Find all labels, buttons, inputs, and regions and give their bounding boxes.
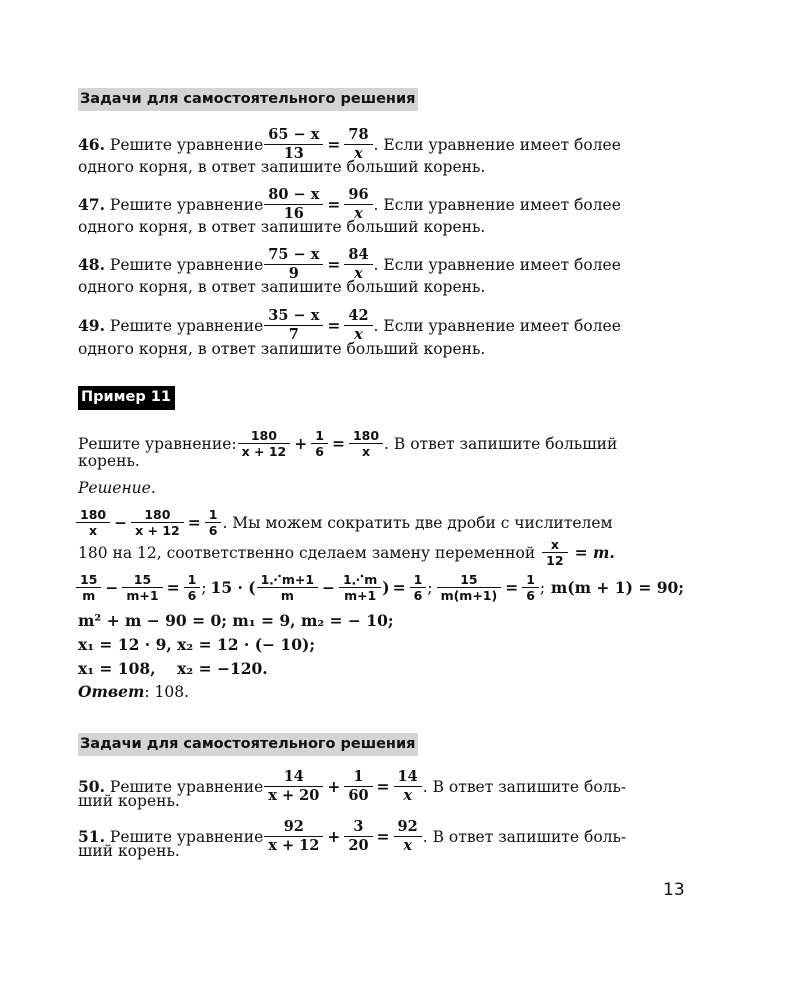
problem-48-line-2: одного корня, в ответ запишите больший корень.	[78, 278, 486, 296]
fraction: $\frac{1}{6}$	[524, 572, 537, 603]
fraction: $\frac{1}{6}$	[313, 428, 326, 459]
fraction: $\frac{65 - x}{13}$	[266, 126, 321, 163]
fraction: $\frac{42}{x}$	[346, 307, 370, 344]
fraction: $\frac{x}{12}$	[544, 537, 565, 568]
problem-51-line-1: 51. Решите уравнение $\frac{92}{x + 12}$ + $\frac{3}{20}$ = $\frac{92}{x}$ . В ответ запишите боль-	[78, 818, 627, 854]
fraction: $\frac{1}{60}$	[346, 768, 370, 805]
fraction: $\frac{78}{x}$	[346, 126, 370, 163]
problem-51-line-2: ший корень.	[78, 842, 180, 860]
fraction: $\frac{1⋰m+1}{m}$	[259, 572, 316, 603]
problem-49-line-1: 49. Решите уравнение $\frac{35 - x}{7}$ = $\frac{42}{x}$ . Если уравнение имеет более	[78, 307, 621, 343]
solution-line-6: x₁ = 108, x₂ = −120.	[78, 659, 268, 678]
problem-47-line-1: 47. Решите уравнение $\frac{80 - x}{16}$ = $\frac{96}{x}$ . Если уравнение имеет более	[78, 186, 621, 222]
problem-46-line-2: одного корня, в ответ запишите больший корень.	[78, 158, 486, 176]
fraction: $\frac{35 - x}{7}$	[266, 307, 321, 344]
fraction: $\frac{1}{6}$	[186, 572, 199, 603]
fraction: $\frac{1}{6}$	[412, 572, 425, 603]
fraction: $\frac{15}{m+1}$	[124, 572, 160, 603]
tasks-heading-1: Задачи для самостоятельного решения	[78, 88, 418, 111]
fraction: $\frac{84}{x}$	[346, 246, 370, 283]
fraction: $\frac{1}{6}$	[207, 507, 220, 538]
fraction: $\frac{80 - x}{16}$	[266, 186, 321, 223]
fraction: $\frac{180}{x}$	[351, 428, 381, 459]
solution-line-3: $\frac{15}{m}$ − $\frac{15}{m+1}$ = $\frac{1}{6}$ ; 15 · ( $\frac{1⋰m+1}{m}$ − $\frac{1⋰m}{m+1}$ ) = $\frac{1}{6}$ ; $\frac{15}{m(m+1)}$ = $\frac{1}{6}$ ; m(m + 1) = 90;	[78, 572, 684, 603]
example-statement-line-1: Решите уравнение: $\frac{180}{x + 12}$ + $\frac{1}{6}$ = $\frac{180}{x}$ . В ответ запишите больший	[78, 428, 618, 459]
fraction: $\frac{1⋰m}{m+1}$	[341, 572, 379, 603]
problem-50-line-1: 50. Решите уравнение $\frac{14}{x + 20}$ + $\frac{1}{60}$ = $\frac{14}{x}$ . В ответ запишите боль-	[78, 768, 627, 804]
example-heading: Пример 11	[78, 386, 175, 410]
example-statement-line-2: корень.	[78, 452, 140, 470]
fraction: $\frac{96}{x}$	[346, 186, 370, 223]
problem-48-line-1: 48. Решите уравнение $\frac{75 - x}{9}$ = $\frac{84}{x}$ . Если уравнение имеет более	[78, 246, 621, 282]
solution-label: Решение.	[78, 479, 156, 497]
fraction: $\frac{180}{x}$	[78, 507, 108, 538]
fraction: $\frac{92}{x + 12}$	[266, 818, 321, 855]
fraction: $\frac{180}{x + 12}$	[240, 428, 289, 459]
tasks-heading-2: Задачи для самостоятельного решения	[78, 733, 418, 756]
problem-number: 46.	[78, 134, 105, 154]
problem-46-line-1: 46. Решите уравнение $\frac{65 - x}{13}$ = $\frac{78}{x}$ . Если уравнение имеет более	[78, 126, 621, 162]
fraction: $\frac{180}{x + 12}$	[133, 507, 182, 538]
solution-line-4: m² + m − 90 = 0; m₁ = 9, m₂ = − 10;	[78, 611, 394, 630]
fraction: $\frac{14}{x}$	[396, 768, 420, 805]
problem-50-line-2: ший корень.	[78, 792, 180, 810]
page-number: 13	[663, 880, 685, 900]
solution-line-5: x₁ = 12 · 9, x₂ = 12 · (− 10);	[78, 635, 316, 654]
fraction: $\frac{75 - x}{9}$	[266, 246, 321, 283]
answer-line: Ответ: 108.	[78, 682, 190, 701]
fraction: $\frac{3}{20}$	[346, 818, 370, 855]
fraction: $\frac{15}{m(m+1)}$	[439, 572, 500, 603]
fraction: $\frac{92}{x}$	[396, 818, 420, 855]
problem-47-line-2: одного корня, в ответ запишите больший корень.	[78, 218, 486, 236]
solution-line-1: $\frac{180}{x}$ − $\frac{180}{x + 12}$ = $\frac{1}{6}$ . Мы можем сократить две дроби с числителем	[78, 507, 684, 538]
solution-line-2: 180 на 12, соответственно сделаем замену переменной $\frac{x}{12}$ = m.	[78, 537, 615, 568]
fraction: $\frac{14}{x + 20}$	[266, 768, 321, 805]
fraction: $\frac{15}{m}$	[78, 572, 99, 603]
problem-49-line-2: одного корня, в ответ запишите больший корень.	[78, 340, 486, 358]
